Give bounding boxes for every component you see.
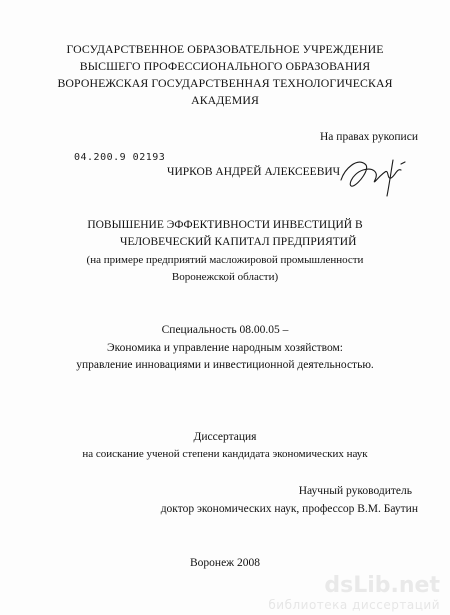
watermark-subtitle: библиотека диссертаций	[268, 598, 440, 612]
institution-line-2: ВЫСШЕГО ПРОФЕССИОНАЛЬНОГО ОБРАЗОВАНИЯ	[79, 59, 371, 73]
institution-line-3: ВОРОНЕЖСКАЯ ГОСУДАРСТВЕННАЯ ТЕХНОЛОГИЧЕСКАЯ	[57, 76, 393, 90]
author-signature	[335, 150, 415, 198]
site-watermark	[268, 575, 440, 612]
registry-code-stamp: 04.200.9 02193	[74, 152, 166, 163]
specialty-name: Экономика и управление народным хозяйством:	[107, 342, 343, 354]
institution-line-4: АКАДЕМИЯ	[191, 93, 259, 107]
institution-line-1: ГОСУДАРСТВЕННОЕ ОБРАЗОВАТЕЛЬНОЕ УЧРЕЖДЕНИЕ	[66, 42, 384, 56]
supervisor-name: доктор экономических наук, профессор В.М. Баутин	[160, 503, 418, 515]
degree-line: на соискание ученой степени кандидата экономических наук	[82, 448, 368, 460]
specialty-code: Специальность 08.00.05 –	[161, 324, 289, 336]
dissertation-label: Диссертация	[193, 431, 257, 443]
city-year: Воронеж 2008	[190, 557, 260, 569]
supervisor-label: Научный руководитель	[298, 485, 412, 497]
watermark-brand: dsLib.net	[324, 573, 440, 598]
title-subline-2: Воронежской области)	[171, 271, 279, 283]
specialty-detail: управление инновациями и инвестиционной деятельностью.	[76, 359, 374, 371]
manuscript-rights-note: На правах рукописи	[320, 131, 418, 143]
author-name: ЧИРКОВ АНДРЕЙ АЛЕКСЕЕВИЧ	[167, 166, 341, 178]
title-line-2: ЧЕЛОВЕЧЕСКИЙ КАПИТАЛ ПРЕДПРИЯТИЙ	[120, 236, 357, 248]
title-line-1: ПОВЫШЕНИЕ ЭФФЕКТИВНОСТИ ИНВЕСТИЦИЙ В	[87, 219, 363, 231]
title-subline-1: (на примере предприятий масложировой промышленности	[86, 254, 364, 266]
